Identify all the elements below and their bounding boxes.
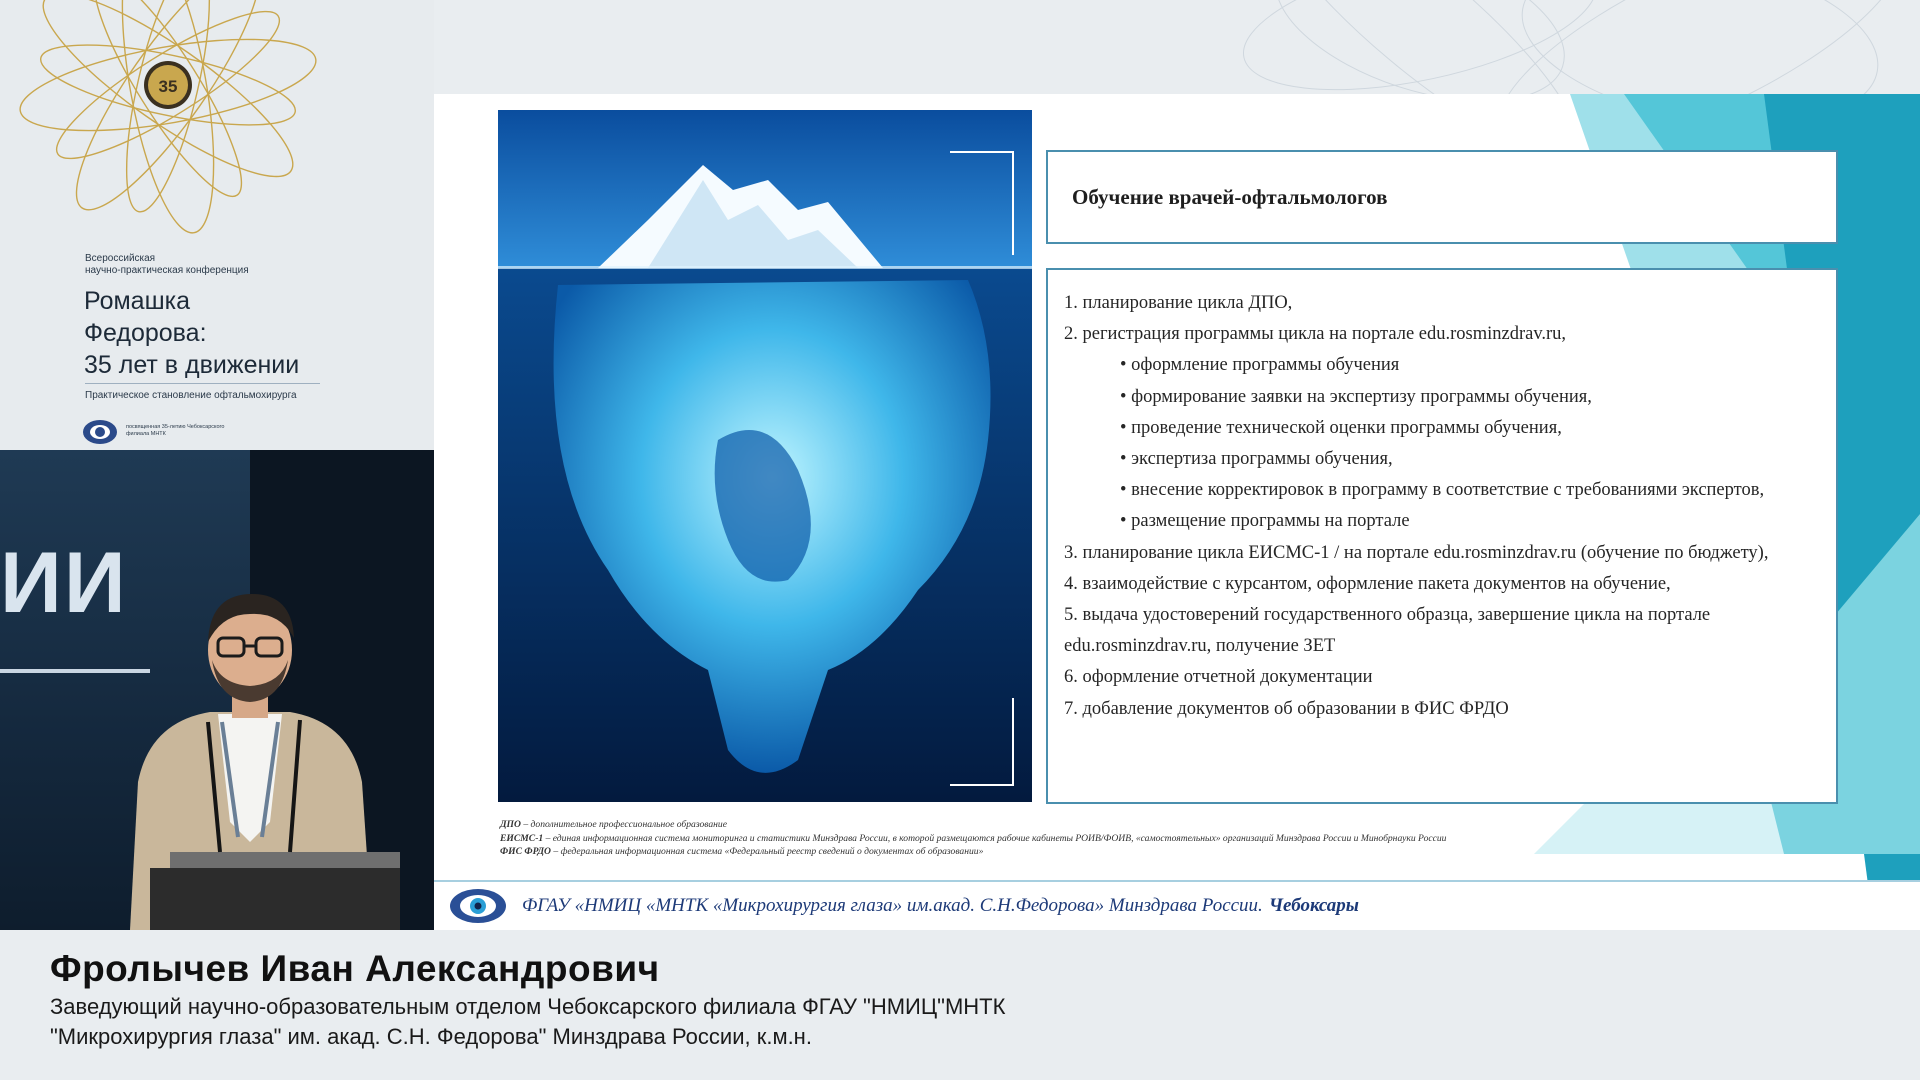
slide-footer: [434, 880, 1920, 930]
conference-branding-panel: [0, 0, 434, 450]
image-bracket-bottom: [950, 698, 1014, 786]
footnote-fis: ФИС ФРДО – федеральная информационная система «Федеральный реестр сведений о документах об образовании»: [500, 846, 984, 858]
slide-footnotes: [500, 818, 1500, 859]
backdrop-wall-text: ИИ: [0, 535, 128, 631]
list-item: 2. регистрация программы цикла на портале edu.rosminzdrav.ru,: [1064, 324, 1567, 345]
conference-divider: [85, 383, 320, 384]
conference-title: Ромашка Федорова: 35 лет в движении: [84, 287, 300, 379]
speaker-name: Фролычев Иван Александрович: [50, 948, 660, 989]
footnote-dpo: ДПО – дополнительное профессиональное образование: [500, 819, 727, 830]
speaker-video: [0, 450, 434, 930]
list-item: 3. планирование цикла ЕИСМС-1 / на портале edu.rosminzdrav.ru (обучение по бюджету),: [1064, 542, 1769, 563]
list-item: • внесение корректировок в программу в соответствие с требованиями экспертов,: [1120, 480, 1765, 501]
list-item: • экспертиза программы обучения,: [1120, 449, 1393, 470]
presentation-slide: [434, 94, 1920, 930]
list-item: 7. добавление документов об образовании в ФИС ФРДО: [1064, 698, 1509, 719]
footer-city: Чебоксары: [1268, 895, 1359, 916]
slide-title: Обучение врачей-офтальмологов: [1046, 150, 1838, 244]
mntk-logo-icon: [82, 419, 118, 445]
speaker-role: Заведующий научно-образовательным отделом Чебоксарского филиала ФГАУ "НМИЦ"МНТК "Микрохирургия глаза" им. акад. С.Н. Федорова" Минздрава России, к.м.н.: [50, 994, 1006, 1049]
slide-content-list: [1046, 268, 1838, 804]
list-item: 5. выдача удостоверений государственного образца, завершение цикла на портале edu.rosminzdrav.ru, получение ЗЕТ: [1064, 605, 1711, 657]
list-item: • формирование заявки на экспертизу программы обучения,: [1120, 386, 1592, 407]
footer-organization: ФГАУ «НМИЦ «МНТК «Микрохирургия глаза» им.акад. С.Н.Федорова» Минздрава России. Чебоксары: [522, 895, 1359, 916]
conference-type-label: Всероссийская научно-практическая конференция: [85, 253, 249, 276]
footnote-eismc: ЕИСМС-1 – единая информационная система мониторинга и статистики Минздрава России, в которой размещаются рабочие кабинеты РОИВ/ФОИВ, «самостоятельных» организаций Минздрава России и Минобрнауки России: [500, 832, 1447, 844]
svg-text:35: 35: [158, 77, 178, 96]
list-item: • оформление программы обучения: [1120, 355, 1400, 376]
list-item: • размещение программы на портале: [1120, 511, 1410, 532]
image-bracket-top: [950, 151, 1014, 255]
list-item: 6. оформление отчетной документации: [1064, 667, 1373, 688]
speaker-figure: [100, 572, 400, 930]
list-item: • проведение технической оценки программы обучения,: [1120, 417, 1562, 438]
conference-subtitle: Практическое становление офтальмохирурга: [85, 390, 297, 401]
speaker-caption: [0, 930, 1920, 1080]
mntk-eye-logo-icon: [448, 886, 508, 926]
list-item: 1. планирование цикла ДПО,: [1064, 293, 1293, 313]
conference-logo-caption: посвященная 35-летию Чебоксарского филиала МНТК: [126, 424, 225, 437]
conference-emblem-icon: [8, 0, 328, 240]
list-item: 4. взаимодействие с курсантом, оформление пакета документов на обучение,: [1064, 573, 1671, 594]
